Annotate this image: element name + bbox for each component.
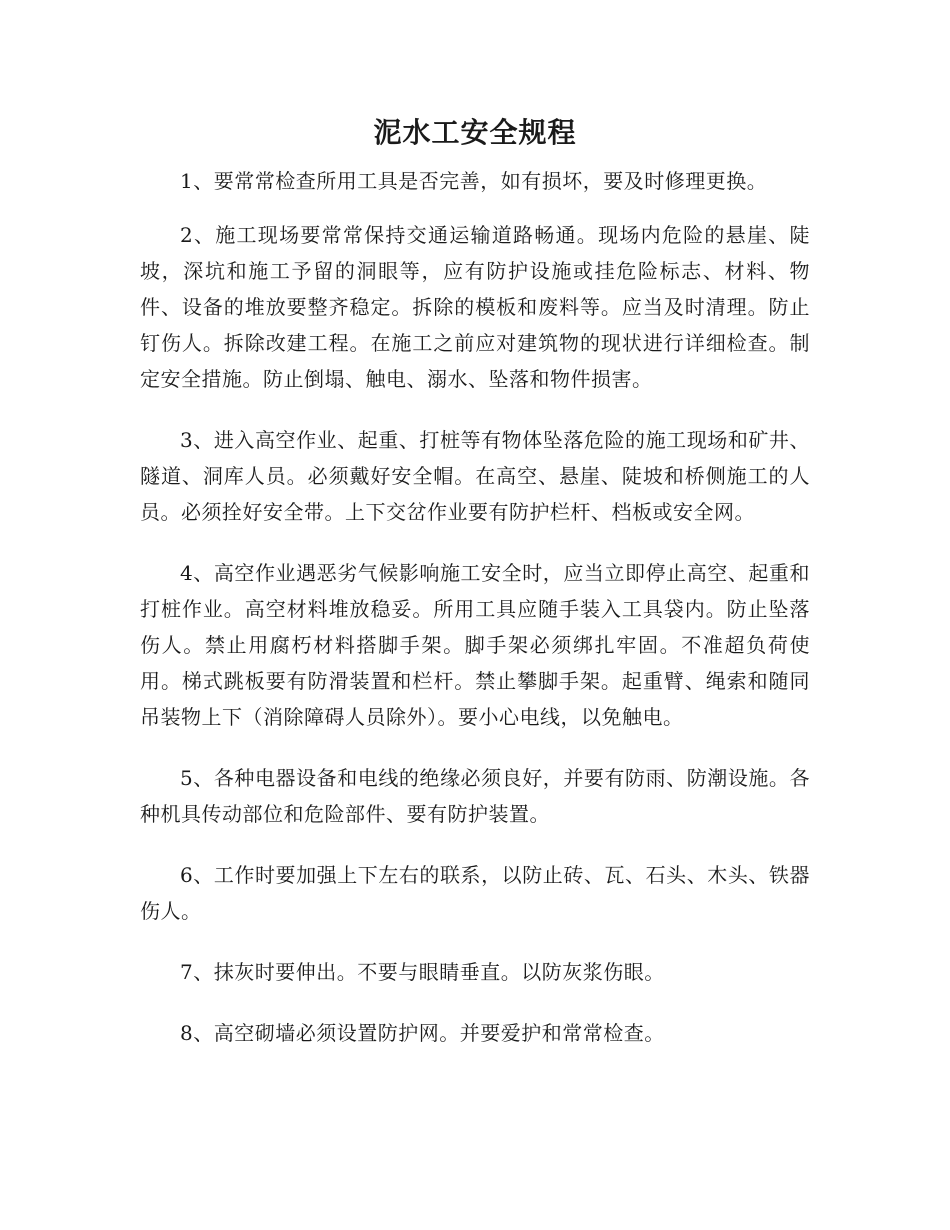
rule-paragraph-1: 1、要常常检查所用工具是否完善，如有损坏，要及时修理更换。 [180,169,768,193]
rule-paragraph-2: 2、施工现场要常常保持交通运输道路畅通。现场内危险的悬崖、陡坡，深坑和施工予留的洞眼等，应有防护设施或挂危险标志、材料、物件、设备的堆放要整齐稳定。拆除的模板和废料等。应当及时清理。防止钉伤人。拆除改建工程。在施工之前应对建筑物的现状进行详细检查。制定安全措施。防止倒塌、触电、溺水、坠落和物件损害。 [140,223,810,391]
rule-paragraph-6: 6、工作时要加强上下左右的联系，以防止砖、瓦、石头、木头、铁器伤人。 [140,863,810,923]
rule-paragraph-4: 4、高空作业遇恶劣气候影响施工安全时，应当立即停止高空、起重和打桩作业。高空材料堆放稳妥。所用工具应随手装入工具袋内。防止坠落伤人。禁止用腐朽材料搭脚手架。脚手架必须绑扎牢固。不准超负荷使用。梯式跳板要有防滑装置和栏杆。禁止攀脚手架。起重臂、绳索和随同吊装物上下（消除障碍人员除外）。要小心电线，以免触电。 [140,561,810,729]
document-title: 泥水工安全规程 [373,116,577,149]
rule-paragraph-3: 3、进入高空作业、起重、打桩等有物体坠落危险的施工现场和矿井、隧道、洞库人员。必须戴好安全帽。在高空、悬崖、陡坡和桥侧施工的人员。必须拴好安全带。上下交岔作业要有防护栏杆、档板或安全网。 [140,428,810,524]
rule-paragraph-8: 8、高空砌墙必须设置防护网。并要爱护和常常检查。 [180,1021,665,1045]
rule-paragraph-7: 7、抹灰时要伸出。不要与眼睛垂直。以防灰浆伤眼。 [180,960,665,984]
rule-paragraph-5: 5、各种电器设备和电线的绝缘必须良好，并要有防雨、防潮设施。各种机具传动部位和危险部件、要有防护装置。 [140,766,810,826]
